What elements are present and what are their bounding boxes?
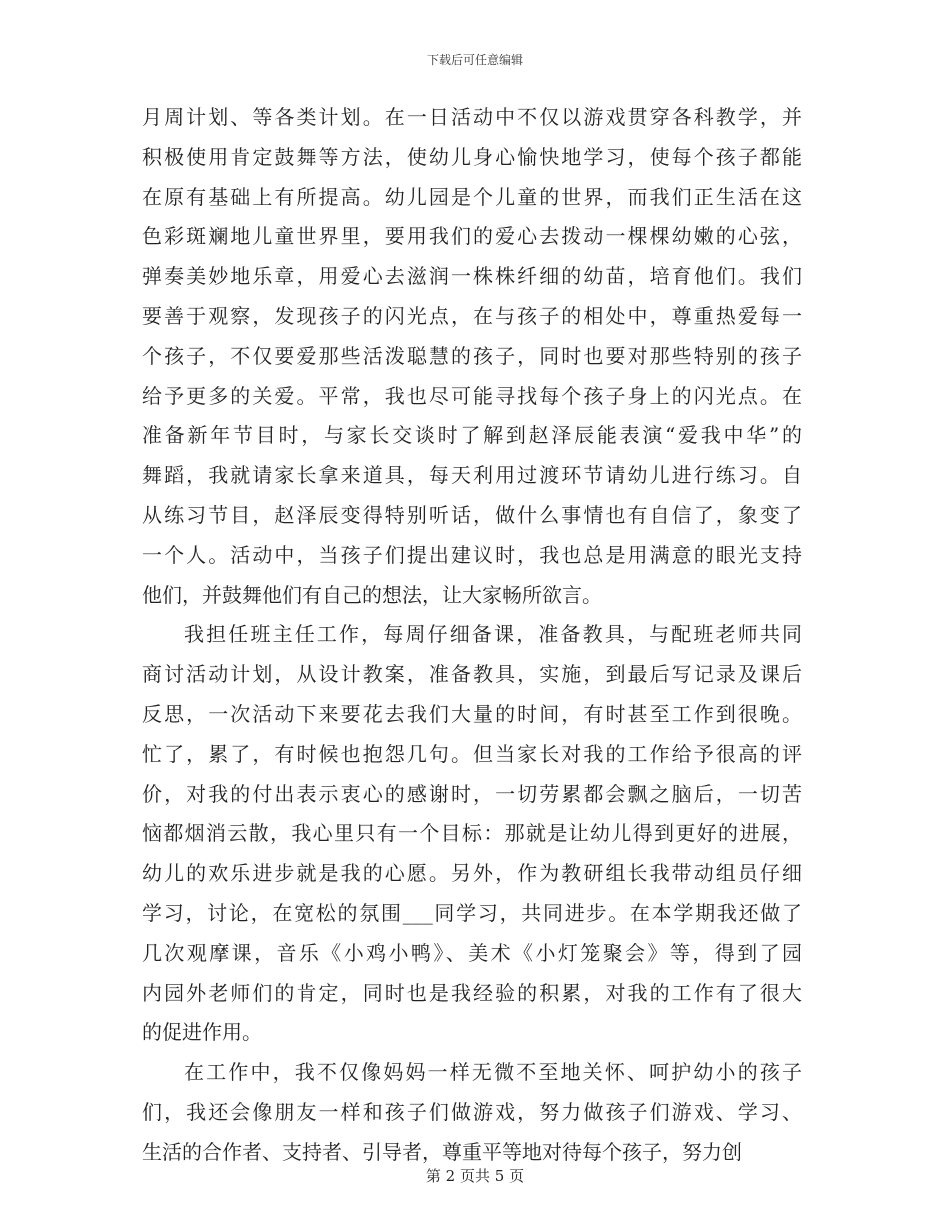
page-number-footer: 第 2 页共 5 页 xyxy=(425,1167,525,1185)
paragraph xyxy=(142,101,802,611)
text-line: 几次观摩课，音乐《小鸡小鸭》、美术《小灯笼聚会》等，得到了园 xyxy=(142,940,802,965)
paragraph xyxy=(142,1056,802,1168)
text-line: 的促进作用。 xyxy=(142,1020,262,1045)
text-line: 要善于观察，发现孩子的闪光点，在与孩子的相处中，尊重热爱每一 xyxy=(142,303,802,328)
text-line: 恼都烟消云散，我心里只有一个目标：那就是让幼儿得到更好的进展， xyxy=(142,821,802,846)
text-line: 色彩斑斓地儿童世界里，要用我们的爱心去拨动一棵棵幼嫩的心弦， xyxy=(142,224,802,249)
text-line: 价，对我的付出表示衷心的感谢时，一切劳累都会飘之脑后，一切苦 xyxy=(142,781,802,806)
text-line: 反思，一次活动下来要花去我们大量的时间，有时甚至工作到很晚。 xyxy=(142,701,802,726)
text-line: 舞蹈，我就请家长拿来道具，每天利用过渡环节请幼儿进行练习。自 xyxy=(142,463,802,488)
text-line: 个孩子，不仅要爱那些活泼聪慧的孩子，同时也要对那些特别的孩子 xyxy=(142,343,802,368)
text-line: 从练习节目，赵泽辰变得特别听话，做什么事情也有自信了，象变了 xyxy=(142,502,802,527)
text-line: 学习，讨论，在宽松的氛围___同学习，共同进步。在本学期我还做了 xyxy=(142,900,802,925)
text-line: 积极使用肯定鼓舞等方法，使幼儿身心愉快地学习，使每个孩子都能 xyxy=(142,144,802,169)
paragraph xyxy=(142,618,802,1048)
text-line: 幼儿的欢乐进步就是我的心愿。另外，作为教研组长我带动组员仔细 xyxy=(142,861,802,886)
text-line: 在工作中，我不仅像妈妈一样无微不至地关怀、呵护幼小的孩子 xyxy=(184,1060,802,1085)
text-line: 们，我还会像朋友一样和孩子们做游戏，努力做孩子们游戏、学习、 xyxy=(142,1099,802,1124)
text-line: 弹奏美妙地乐章，用爱心去滋润一株株纤细的幼苗，培育他们。我们 xyxy=(142,264,802,289)
text-line: 准备新年节目时，与家长交谈时了解到赵泽辰能表演“爱我中华”的 xyxy=(142,423,802,448)
text-line: 给予更多的关爱。平常，我也尽可能寻找每个孩子身上的闪光点。在 xyxy=(142,383,802,408)
paragraphs-container xyxy=(142,101,802,1168)
text-line: 月周计划、等各类计划。在一日活动中不仅以游戏贯穿各科教学，并 xyxy=(142,105,802,129)
document-body xyxy=(142,101,802,1176)
text-line: 他们，并鼓舞他们有自己的想法，让大家畅所欲言。 xyxy=(142,582,602,607)
page-header: 下载后可任意编辑 xyxy=(426,53,523,67)
text-line: 内园外老师们的肯定，同时也是我经验的积累，对我的工作有了很大 xyxy=(142,980,802,1005)
text-line: 我担任班主任工作，每周仔细备课，准备教具，与配班老师共同 xyxy=(184,622,802,647)
text-line: 生活的合作者、支持者、引导者，尊重平等地对待每个孩子，努力创 xyxy=(142,1139,742,1164)
text-line: 在原有基础上有所提高。幼儿园是个儿童的世界，而我们正生活在这 xyxy=(142,184,802,209)
text-line: 商讨活动计划，从设计教案，准备教具，实施，到最后写记录及课后 xyxy=(142,662,802,687)
text-line: 一个人。活动中，当孩子们提出建议时，我也总是用满意的眼光支持 xyxy=(142,542,802,567)
text-line: 忙了，累了，有时候也抱怨几句。但当家长对我的工作给予很高的评 xyxy=(142,741,802,766)
